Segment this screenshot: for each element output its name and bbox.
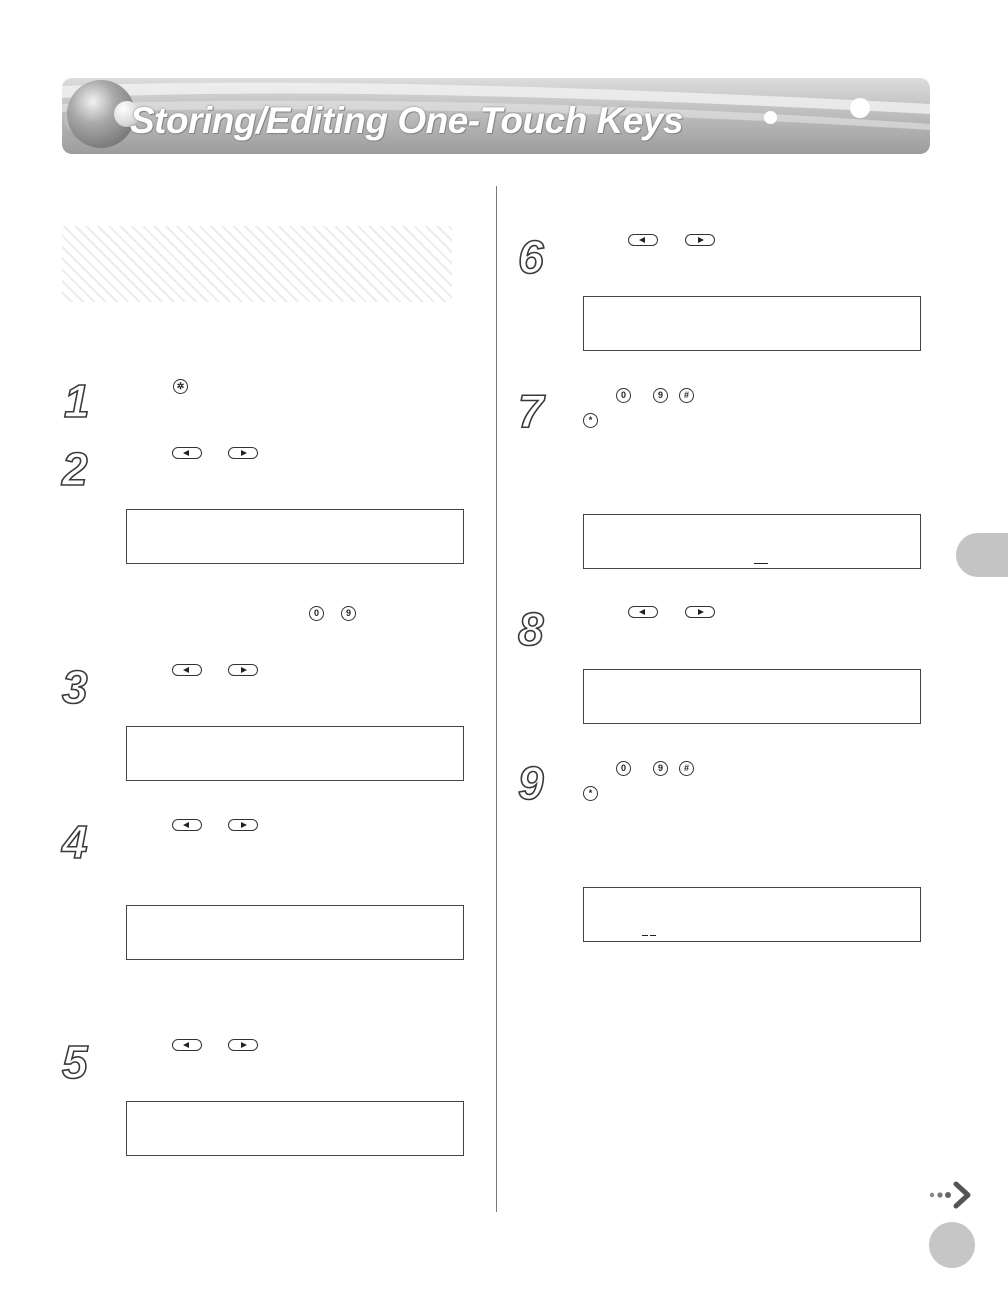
chapter-tab	[956, 533, 1008, 577]
star-key-icon: *	[583, 413, 598, 428]
step-number: 2	[62, 443, 88, 495]
hash-key-icon: #	[679, 388, 694, 403]
section-heading-line	[62, 226, 452, 264]
left-arrow-key-icon	[628, 606, 658, 618]
left-arrow-key-icon	[172, 664, 202, 676]
step-number: 3	[62, 661, 88, 713]
column-divider	[496, 186, 497, 1212]
lcd-display	[583, 887, 921, 942]
step-number: 5	[62, 1036, 88, 1088]
nine-key-icon: 9	[341, 606, 356, 621]
right-arrow-key-icon	[228, 447, 258, 459]
lcd-display	[583, 669, 921, 724]
right-arrow-key-icon	[228, 819, 258, 831]
step-number: 9	[518, 757, 544, 809]
left-arrow-key-icon	[172, 447, 202, 459]
page-number-badge	[929, 1222, 975, 1268]
zero-key-icon: 0	[616, 761, 631, 776]
lcd-display	[126, 726, 464, 781]
zero-key-icon: 0	[616, 388, 631, 403]
right-arrow-key-icon	[228, 664, 258, 676]
lcd-display	[126, 509, 464, 564]
zero-key-icon: 0	[309, 606, 324, 621]
left-arrow-key-icon	[628, 234, 658, 246]
left-arrow-key-icon	[172, 819, 202, 831]
left-arrow-key-icon	[172, 1039, 202, 1051]
continue-arrow-icon	[928, 1180, 978, 1210]
step-number: 8	[518, 603, 544, 655]
step-number: 6	[518, 231, 544, 283]
section-heading-line	[62, 264, 192, 302]
decor-dot-icon	[764, 111, 777, 124]
right-arrow-key-icon	[685, 234, 715, 246]
nine-key-icon: 9	[653, 761, 668, 776]
decor-dot-icon	[850, 98, 870, 118]
lcd-cursor	[642, 935, 648, 936]
nine-key-icon: 9	[653, 388, 668, 403]
lcd-display	[126, 1101, 464, 1156]
lcd-display	[126, 905, 464, 960]
lcd-cursor	[754, 563, 768, 564]
step-number: 1	[64, 375, 90, 427]
step-number: 4	[62, 816, 88, 868]
lcd-display	[583, 514, 921, 569]
lcd-cursor	[650, 935, 656, 936]
menu-key-icon: ✲	[173, 379, 188, 394]
star-key-icon: *	[583, 786, 598, 801]
right-arrow-key-icon	[685, 606, 715, 618]
page-title: Storing/Editing One-Touch Keys	[130, 100, 684, 141]
lcd-display	[583, 296, 921, 351]
right-arrow-key-icon	[228, 1039, 258, 1051]
step-number: 7	[518, 385, 544, 437]
hash-key-icon: #	[679, 761, 694, 776]
section-heading	[62, 226, 452, 302]
